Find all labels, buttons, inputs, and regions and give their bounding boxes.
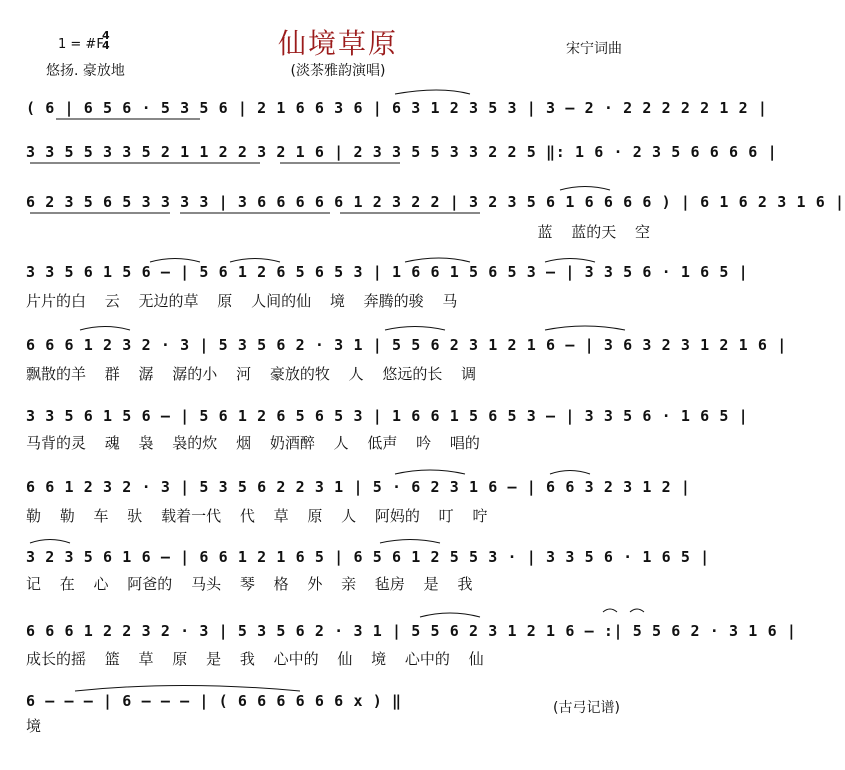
performer-note: (淡茶雅韵演唱) xyxy=(290,63,386,79)
lyric-line-7: 勒 勒 车 驮 载着一代 代 草 原 人 阿妈的 叮 咛 xyxy=(26,507,488,525)
notation-line-1: ( 6 | 6 5 6 · 5 3 5 6 | 2 1 6 6 3 6 | 6 3 1 2 3 5 3 | 3 – 2 · 2 2 2 2 2 1 2 | xyxy=(26,99,768,117)
song-title: 仙境草原 xyxy=(277,27,398,60)
key-signature: 1 = #F xyxy=(58,37,104,52)
transcriber-credit: (古弓记谱) xyxy=(553,700,620,716)
lyric-line-10: 境 xyxy=(26,717,42,735)
notation-line-6: 3 3 5 6 1 5 6 – | 5 6 1 2 6 5 6 5 3 | 1 6 6 1 5 6 5 3 – | 3 3 5 6 · 1 6 5 | xyxy=(26,407,749,425)
composer-credit: 宋宁词曲 xyxy=(566,41,622,57)
notation-line-2: 3 3 5 5 3 3 5 2 1 1 2 2 3 2 1 6 | 2 3 3 5 5 3 3 2 2 5 ‖: 1 6 · 2 3 5 6 6 6 6 | xyxy=(26,143,778,161)
lyric-line-5: 飘散的羊 群 潺 潺的小 河 豪放的牧 人 悠远的长 调 xyxy=(26,365,477,383)
notation-line-7: 6 6 1 2 3 2 · 3 | 5 3 5 6 2 2 3 1 | 5 · 6 2 3 1 6 – | 6 6 3 2 3 1 2 | xyxy=(26,478,691,496)
time-signature-bottom: 4 xyxy=(102,39,110,52)
notation-line-10: 6 – – – | 6 – – – | ( 6 6 6 6 6 6 x ) ‖ xyxy=(26,692,402,710)
time-signature-top: 4 xyxy=(102,29,110,42)
lyric-line-4: 片片的白 云 无边的草 原 人间的仙 境 奔腾的骏 马 xyxy=(26,292,458,310)
lyric-line-8: 记 在 心 阿爸的 马头 琴 格 外 亲 毡房 是 我 xyxy=(26,575,473,593)
notation-line-3: 6 2 3 5 6 5 3 3 3 3 | 3 6 6 6 6 6 1 2 3 2 2 | 3 2 3 5 6 1 6 6 6 6 ) | 6 1 6 2 3 1 6 | xyxy=(26,193,845,211)
notation-line-4: 3 3 5 6 1 5 6 – | 5 6 1 2 6 5 6 5 3 | 1 6 6 1 5 6 5 3 – | 3 3 5 6 · 1 6 5 | xyxy=(26,263,749,281)
notation-line-8: 3 2 3 5 6 1 6 – | 6 6 1 2 1 6 5 | 6 5 6 1 2 5 5 3 · | 3 3 5 6 · 1 6 5 | xyxy=(26,548,710,566)
notation-line-5: 6 6 6 1 2 3 2 · 3 | 5 3 5 6 2 · 3 1 | 5 5 6 2 3 1 2 1 6 – | 3 6 3 2 3 1 2 1 6 | xyxy=(26,336,787,354)
tempo-marking: 悠扬. 豪放地 xyxy=(46,63,125,79)
notation-line-9: 6 6 6 1 2 2 3 2 · 3 | 5 3 5 6 2 · 3 1 | 5 5 6 2 3 1 2 1 6 – :| 5 5 6 2 · 3 1 6 | xyxy=(26,622,797,640)
lyric-line-2 xyxy=(26,168,650,190)
lyric-line-9: 成长的摇 篮 草 原 是 我 心中的 仙 境 心中的 仙 xyxy=(26,650,484,668)
lyric-line-6: 马背的灵 魂 袅 袅的炊 烟 奶酒醉 人 低声 吟 唱的 xyxy=(26,434,480,452)
lyric-line-3: 蓝 蓝的天 空 xyxy=(537,223,650,241)
